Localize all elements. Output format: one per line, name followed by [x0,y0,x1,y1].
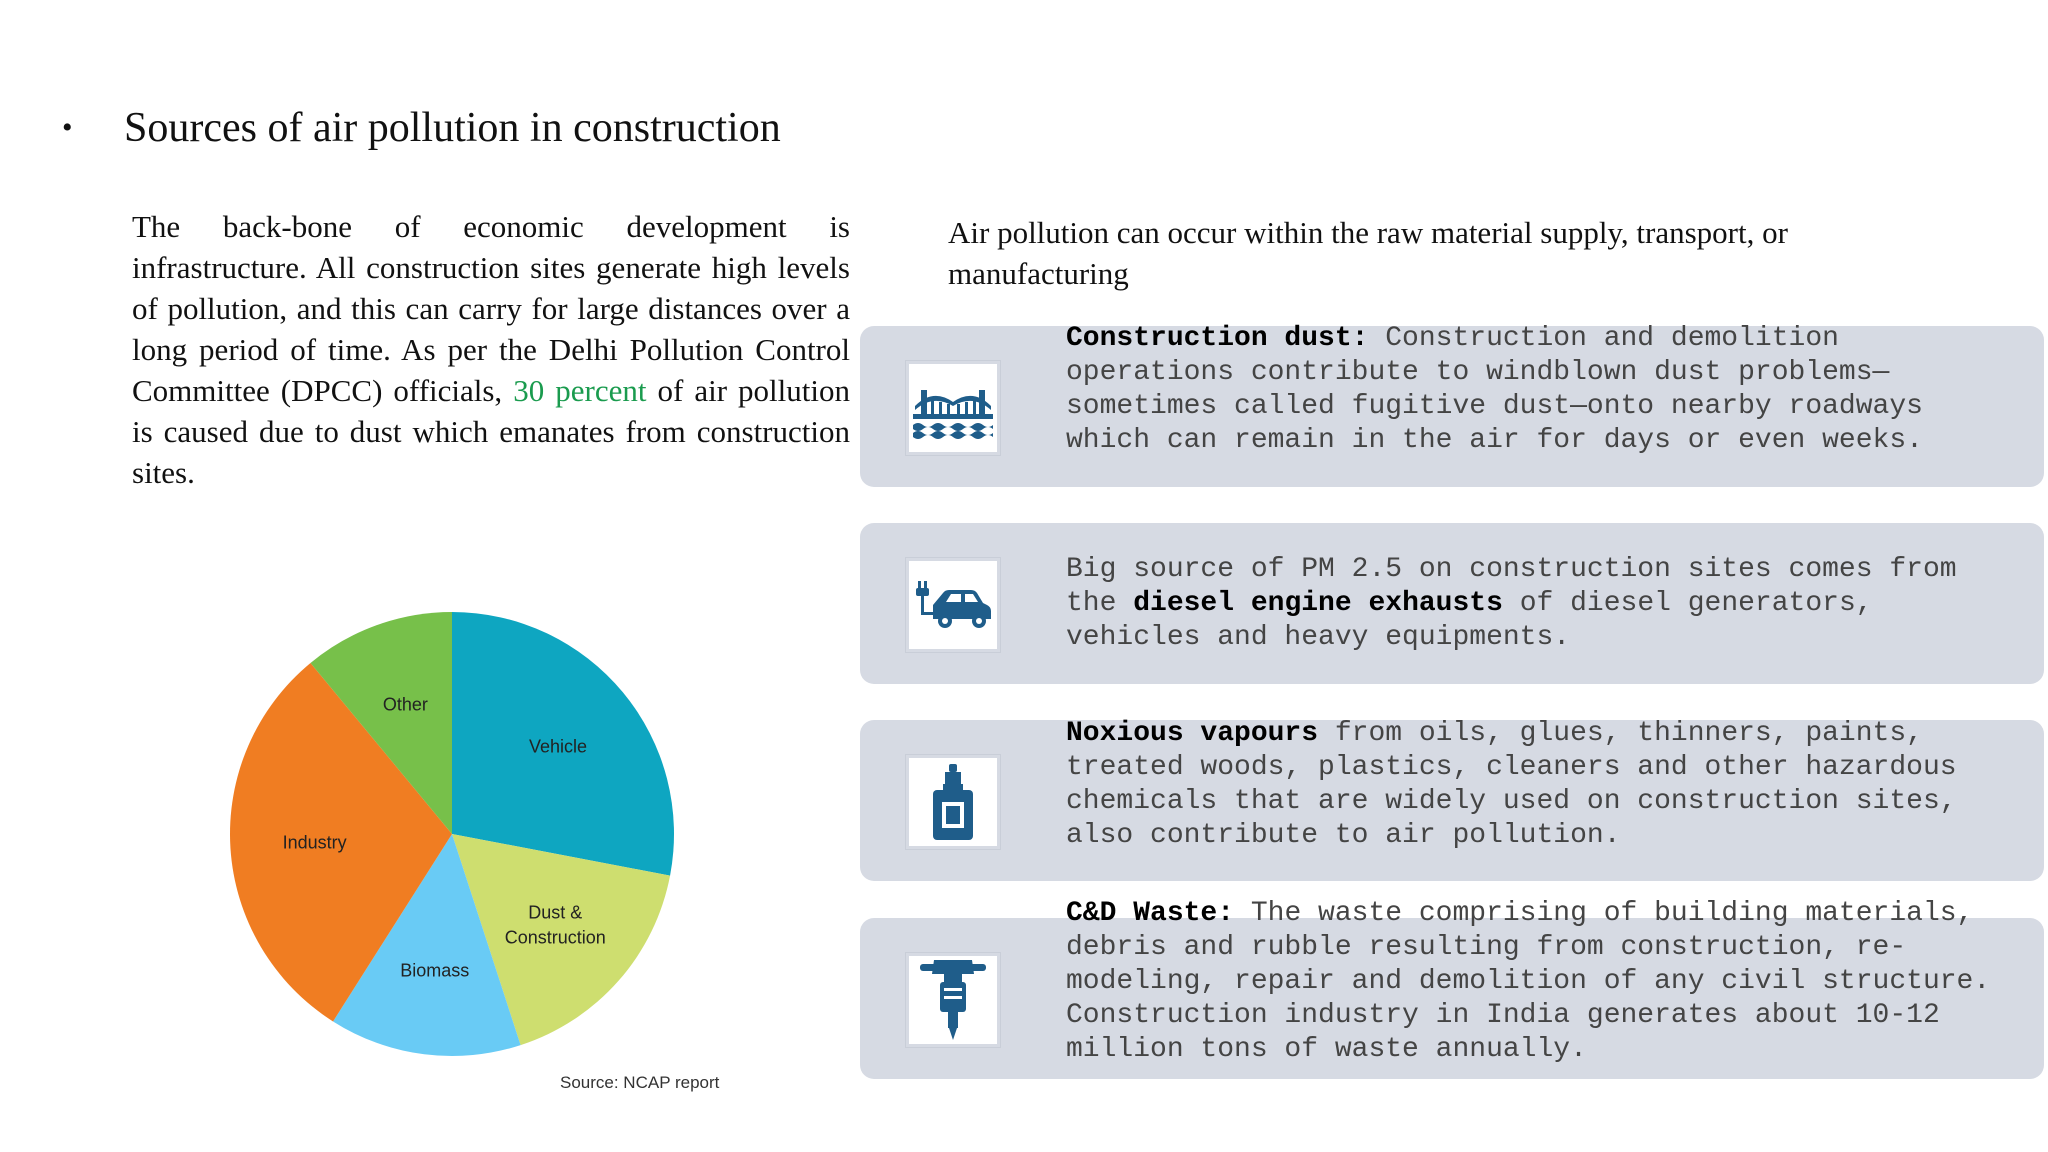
card-text-diesel-exhaust [1066,553,2006,655]
sources-intro: Air pollution can occur within the raw material supply, transport, or manufacturing [948,215,1788,291]
card-icon-box [906,755,1000,849]
slide-heading: Sources of air pollution in construction [124,105,781,151]
pie-label-biomass: Biomass [400,960,470,981]
intro-paragraph [132,206,850,493]
card-highlight: diesel engine exhausts [1133,588,1503,619]
paragraph-highlight: 30 percent [513,373,647,408]
chart-source-note: Source: NCAP report [560,1073,720,1092]
pie-label-industry: Industry [282,832,347,853]
card-body: Construction and demolition operations contribute to windblown dust problems—sometimes called fugitive dust—onto nearby roadways which can remain in the air for days or even weeks. [1066,323,1940,456]
electric-car-icon [913,575,993,635]
card-text-noxious-vapours [1066,717,2006,853]
card-body: from oils, glues, thinners, paints, treated woods, plastics, cleaners and other hazardous chemicals that are widely used on construction sites, also contribute to air pollution. [1066,718,1974,851]
jackhammer-icon [918,958,988,1042]
pie-chart-svg [200,590,760,1110]
pie-label-vehicle: Vehicle [529,736,588,757]
card-body-pre: Big source of PM 2.5 on construction sites comes from the [1066,554,1974,619]
card-title: Construction dust: [1066,323,1369,354]
card-icon-box [906,953,1000,1047]
card-title: C&D Waste: [1066,898,1235,929]
card-body: The waste comprising of building materials, debris and rubble resulting from construction, re-modeling, repair and demolition of any civil structure. Construction industry in India generates about 10-12 million tons of waste annually. [1066,898,2007,1065]
paragraph-text-2: of air pollution is caused due to dust which emanates from construction sites. [132,373,850,490]
card-icon-box [906,361,1000,455]
card-icon-box [906,558,1000,652]
pie-label-dust-construction: Dust & Construction [504,902,606,948]
card-text-construction-dust [1066,322,2006,458]
heading-row [62,104,781,152]
bottle-icon [923,762,983,842]
pie-label-other: Other [382,694,428,715]
bridge-icon [913,376,993,440]
card-title: Noxious vapours [1066,718,1319,749]
bullet-glyph: • [62,111,73,144]
card-body-post: of diesel generators, vehicles and heavy equipments. [1066,588,1890,653]
paragraph-text-1: The back-bone of economic development is infrastructure. All construction sites generate high levels of pollution, and this can carry for large distances over a long period of time. As per the Delhi Pollution Control Committee (DPCC) officials, [132,209,850,408]
card-text-cd-waste [1066,897,2006,1067]
pollution-sources-pie-chart [200,590,760,1110]
